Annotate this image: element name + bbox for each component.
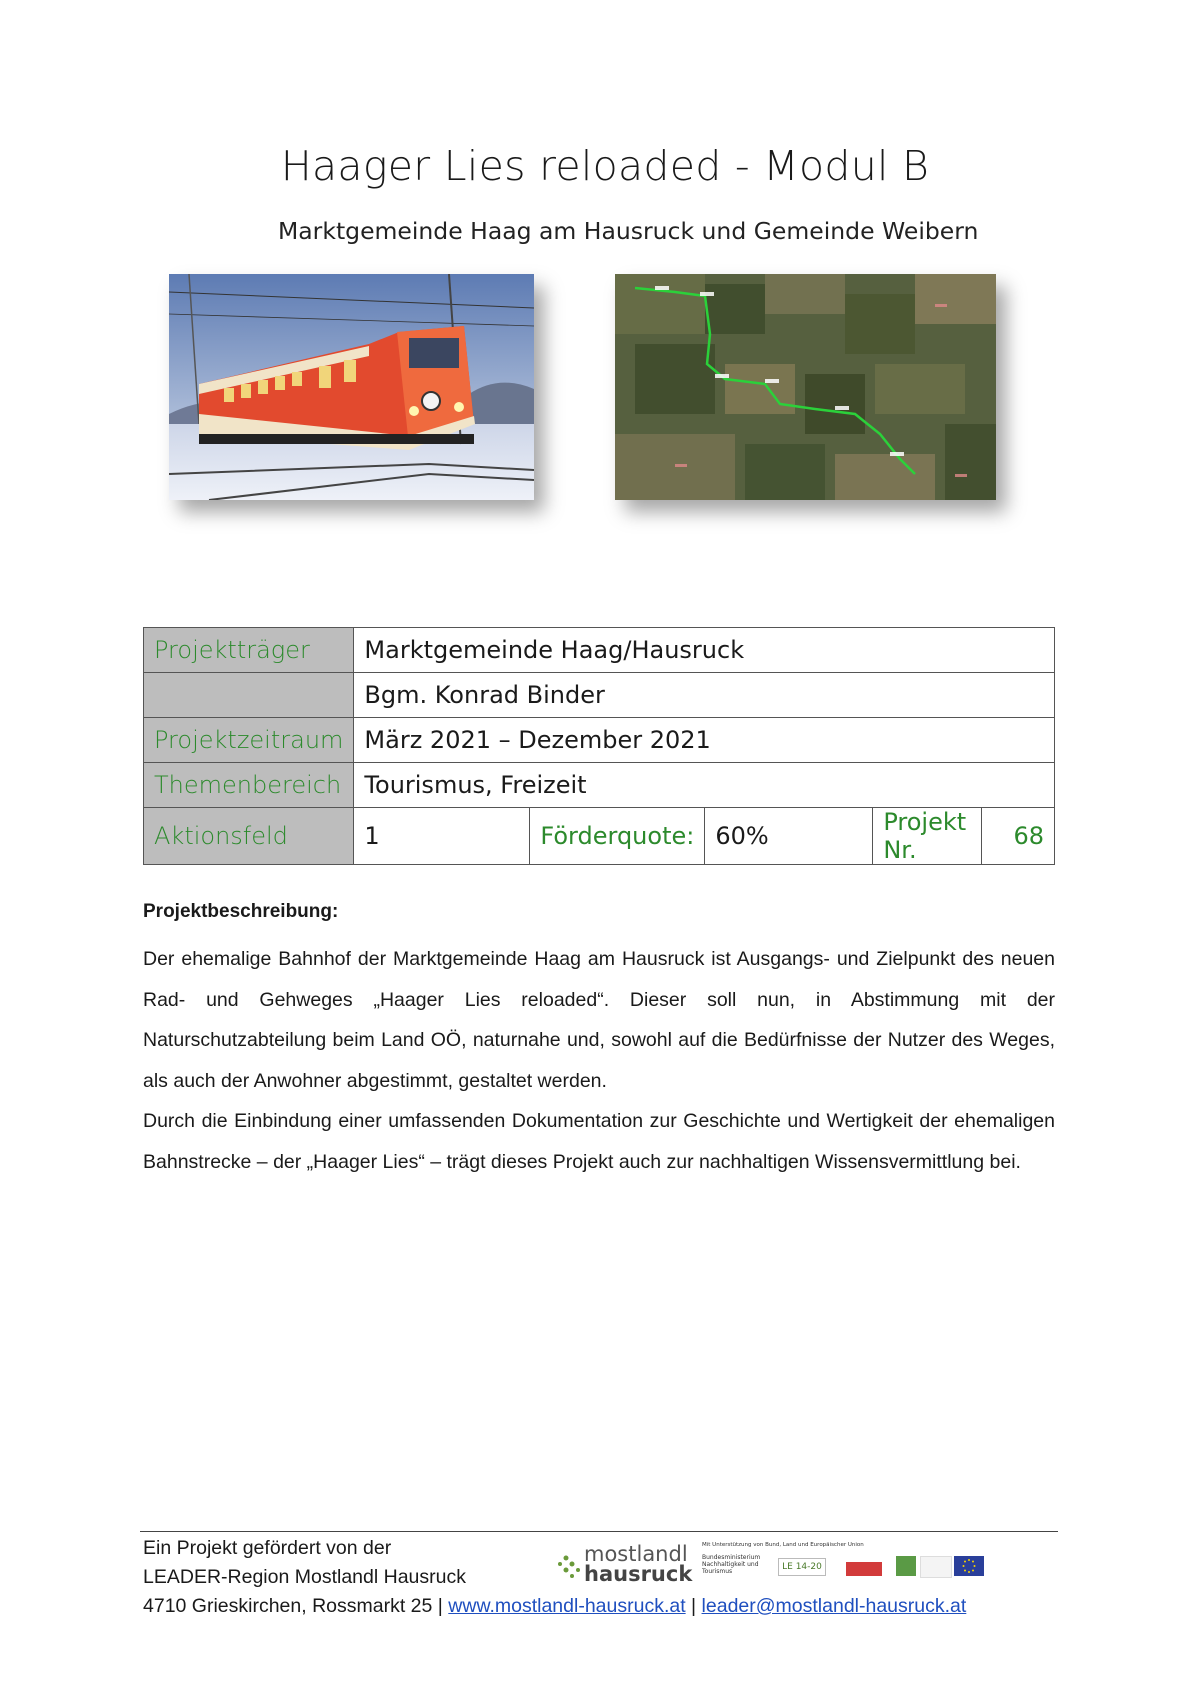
aktionsfeld-label: Aktionsfeld [144, 808, 354, 865]
eu-text-logo [920, 1556, 952, 1578]
empty-label-cell [144, 673, 354, 718]
page-title: Haager Lies reloaded - Modul B [280, 142, 930, 190]
description-heading: Projektbeschreibung: [143, 901, 339, 922]
mostlandl-dots-icon [558, 1556, 580, 1579]
footer-line-1: Ein Projekt gefördert von der [143, 1537, 392, 1559]
leader-logo [896, 1556, 916, 1576]
logo-mostlandl-text: mostlandl [584, 1542, 688, 1566]
foerderquote-value: 60% [705, 808, 873, 865]
table-row [144, 808, 1055, 865]
aktionsfeld-value: 1 [354, 808, 530, 865]
footer-separator: | [691, 1595, 697, 1617]
page-subtitle: Marktgemeinde Haag am Hausruck und Gemeinde Weibern [278, 217, 979, 245]
table-row [144, 628, 1055, 673]
train-photo [169, 274, 534, 500]
project-info-table [143, 627, 1055, 865]
foerderquote-label: Förderquote: [530, 808, 705, 865]
sponsor-logos [556, 1542, 1016, 1588]
description-paragraph: Der ehemalige Bahnhof der Marktgemeinde Haag am Hausruck ist Ausgangs- und Zielpunkt des neuen Rad- und Gehweges „Haager Lies reloaded“. Dieser soll nun, in Abstimmung mit der Naturschutzabteilung beim Land OÖ, naturnahe und, sowohl auf die Bedürfnisse der Nutzer des Weges, als auch der Anwohner abgestimmt, gestaltet werden. [143, 948, 1055, 1092]
description-body [143, 939, 1055, 1182]
footer-line-2: LEADER-Region Mostlandl Hausruck [143, 1566, 466, 1588]
description-paragraph: Durch die Einbindung einer umfassenden Dokumentation zur Geschichte und Wertigkeit der ehemaligen Bahnstrecke – der „Haager Lies“ – trägt dieses Projekt auch zur nachhaltigen Wissensvermittlung bei. [143, 1110, 1055, 1173]
eu-flag-icon [954, 1556, 984, 1576]
le-logo: LE 14-20 [778, 1558, 826, 1576]
footer-divider [140, 1531, 1058, 1532]
projekt-nr-label: Projekt Nr. [873, 808, 982, 865]
ooe-logo [846, 1562, 882, 1576]
zeitraum-label: Projektzeitraum [144, 718, 354, 763]
table-row [144, 763, 1055, 808]
projekt-nr-value: 68 [982, 808, 1055, 865]
themen-value: Tourismus, Freizeit [354, 763, 1055, 808]
route-map-photo [615, 274, 996, 500]
footer-contact [143, 1592, 966, 1621]
projekttraeger-value: Marktgemeinde Haag/Hausruck [354, 628, 1055, 673]
logo-hausruck-text: hausruck [584, 1562, 693, 1586]
projekttraeger-label: Projektträger [144, 628, 354, 673]
logo-support-text: Mit Unterstützung von Bund, Land und Europäischer Union [702, 1542, 864, 1548]
logo-ministry-text: Bundesministerium Nachhaltigkeit und Tourismus [702, 1554, 761, 1575]
footer-address: 4710 Grieskirchen, Rossmarkt 25 | [143, 1595, 443, 1617]
table-row [144, 673, 1055, 718]
contact-value: Bgm. Konrad Binder [354, 673, 1055, 718]
zeitraum-value: März 2021 – Dezember 2021 [354, 718, 1055, 763]
themen-label: Themenbereich [144, 763, 354, 808]
email-link[interactable]: leader@mostlandl-hausruck.at [701, 1595, 967, 1617]
website-link[interactable]: www.mostlandl-hausruck.at [448, 1595, 686, 1617]
table-row [144, 718, 1055, 763]
